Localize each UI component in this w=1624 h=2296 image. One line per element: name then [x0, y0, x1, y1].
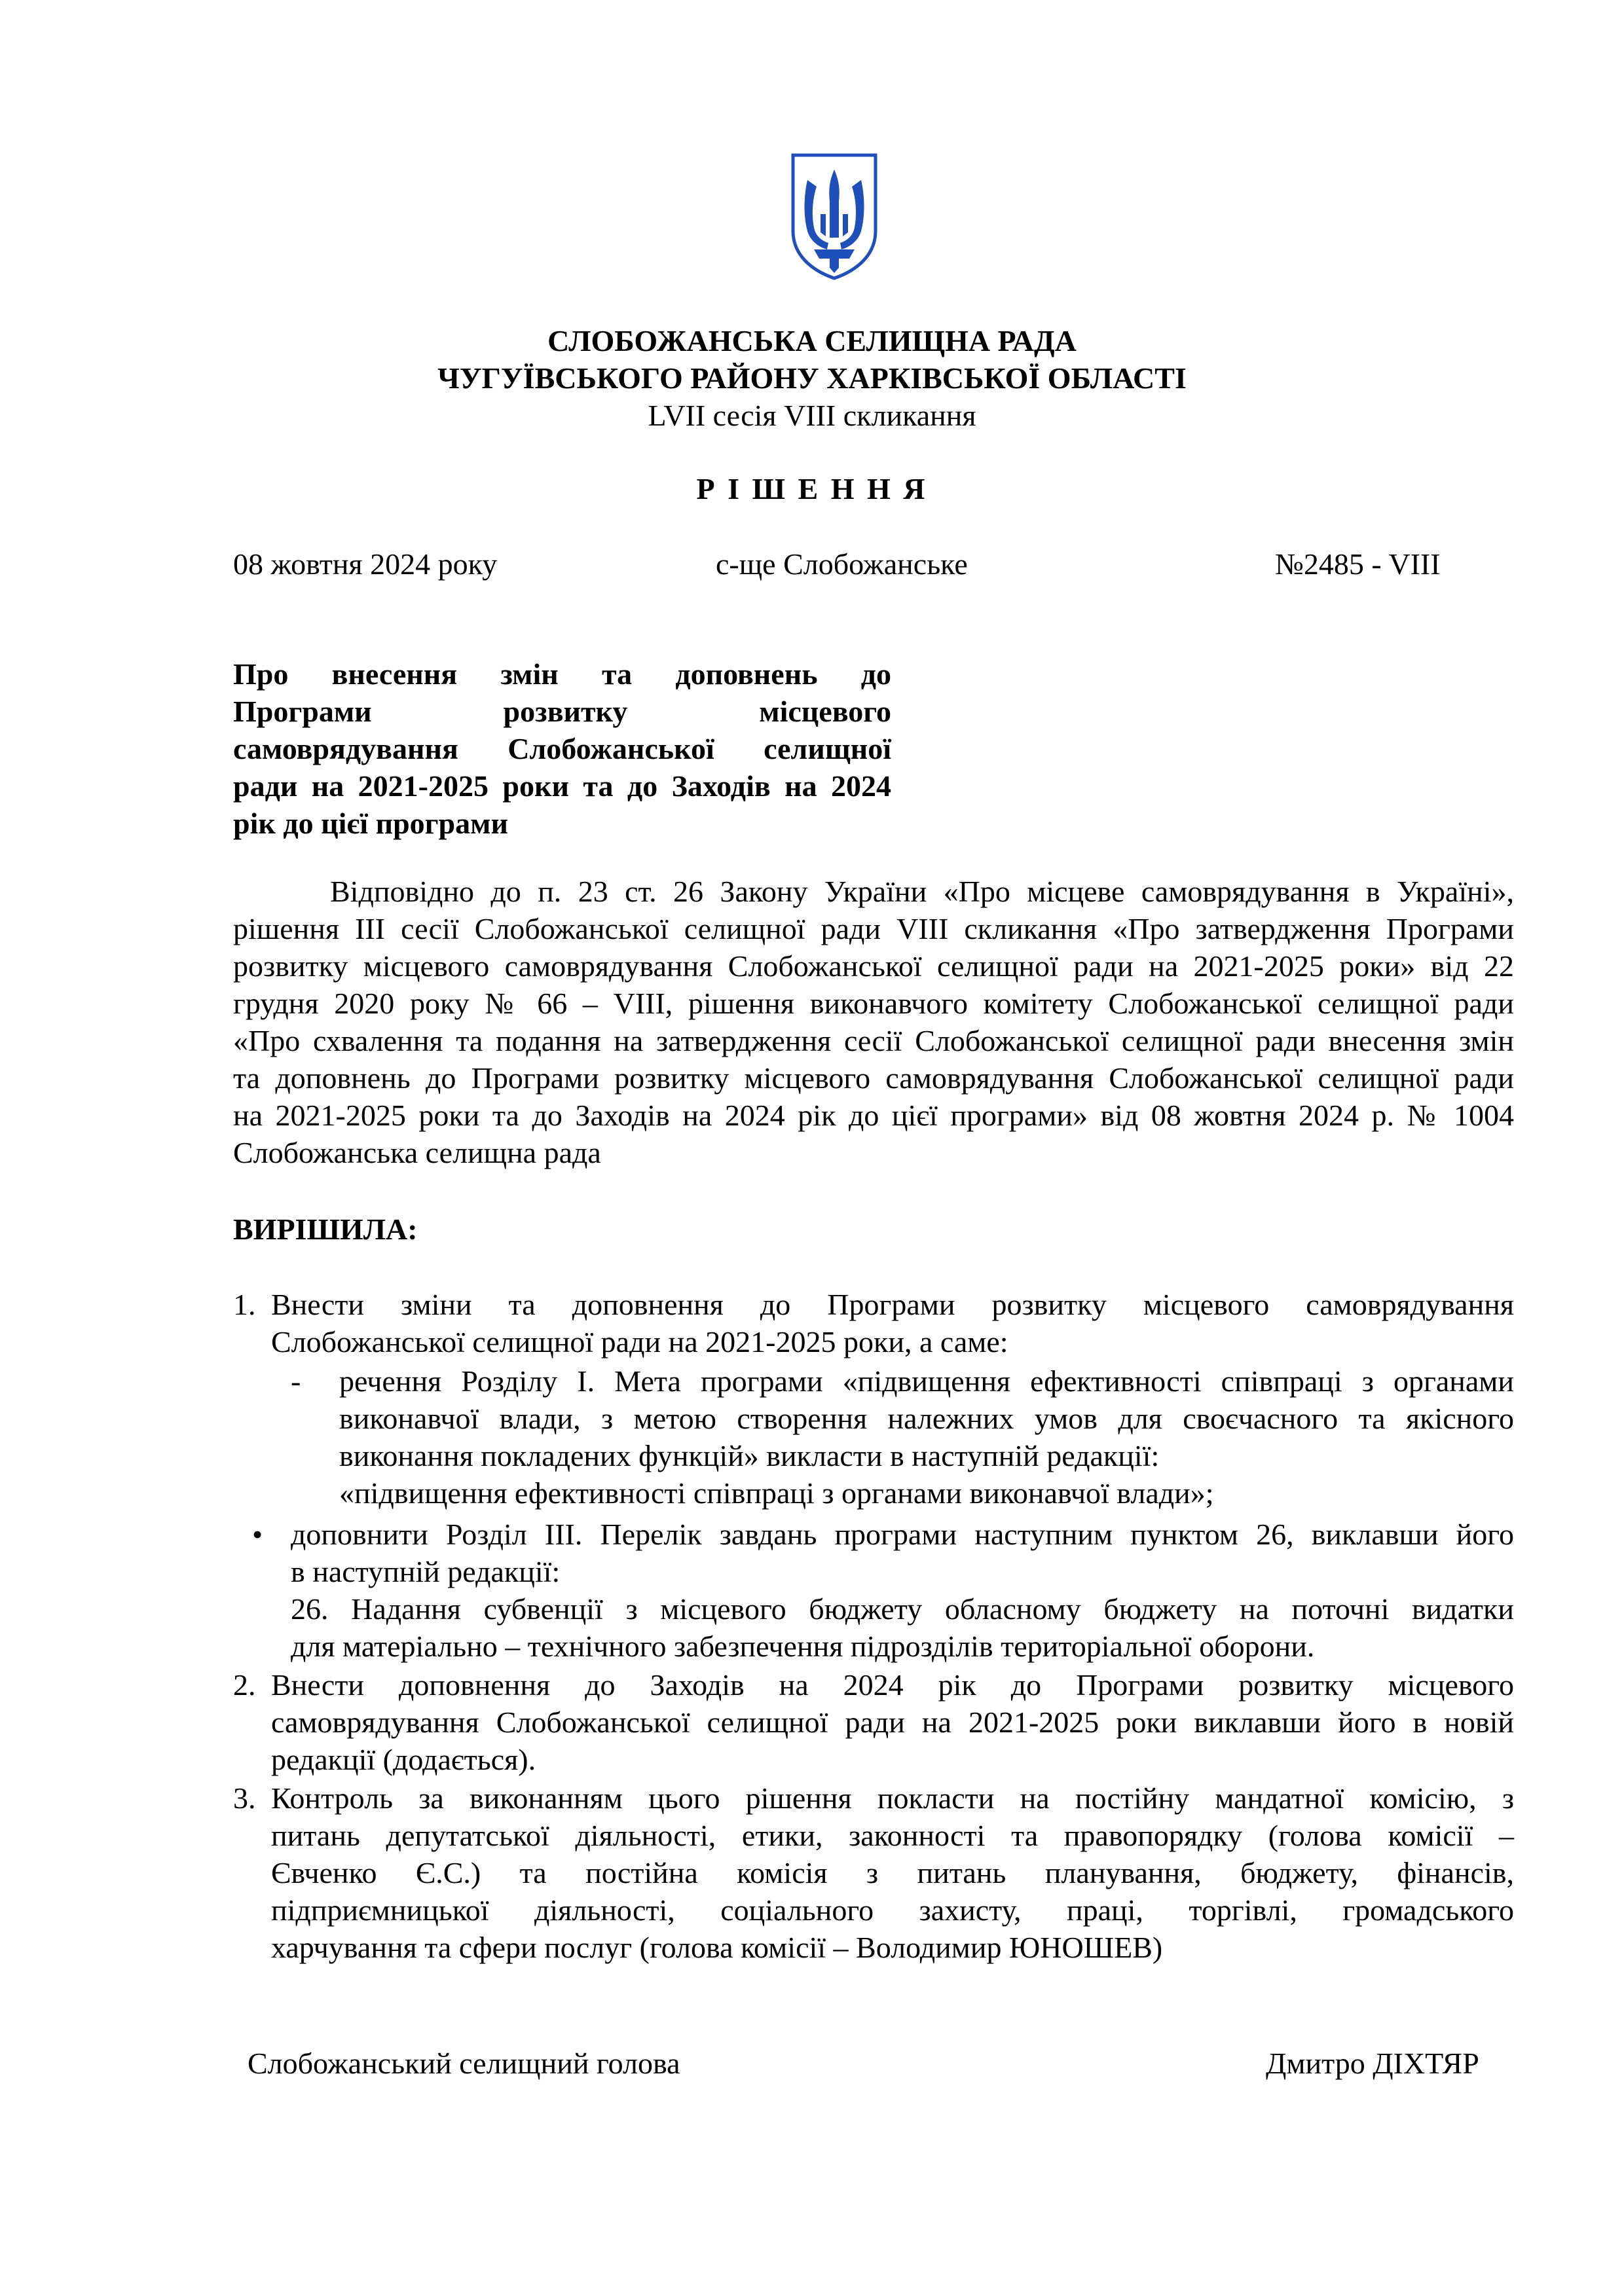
subject-line: Про внесення змін та доповнень до — [233, 657, 891, 691]
item-line: 26. Надання субвенції з місцевого бюджету обласному бюджету на поточні видатки — [291, 1592, 1514, 1626]
session-info: LVII сесія VIII скликання — [648, 399, 976, 432]
item-line: «підвищення ефективності співпраці з органами виконавчої влади»; — [339, 1476, 1214, 1510]
item-3-number: 3. — [233, 1781, 256, 1815]
decision-place: с-ще Слобожанське — [716, 547, 968, 581]
item-line: Внести доповнення до Заходів на 2024 рік до Програми розвитку місцевого — [271, 1668, 1514, 1702]
subject-line: Програми розвитку місцевого — [233, 695, 891, 728]
dash-marker: - — [291, 1364, 301, 1398]
preamble-line: Відповідно до п. 23 ст. 26 Закону України «Про місцеве самоврядування в Україні», — [330, 875, 1514, 908]
preamble-line: на 2021-2025 роки та до Заходів на 2024 рік до цієї програми» від 08 жовтня 2024 р. № 1004 — [233, 1099, 1514, 1132]
item-line: виконання покладених функцій» викласти в наступній редакції: — [339, 1439, 1160, 1472]
signatory-position: Слобожанський селищний голова — [248, 2047, 680, 2080]
preamble-line: «Про схвалення та подання на затвердження сесії Слобожанської селищної ради внесення змін — [233, 1024, 1514, 1057]
item-line: в наступній редакції: — [291, 1555, 561, 1588]
item-line: Контроль за виконанням цього рішення покласти на постійну мандатної комісію, з — [271, 1781, 1514, 1815]
signatory-name: Дмитро ДІХТЯР — [1266, 2047, 1479, 2080]
item-line: виконавчої влади, з метою створення належних умов для своєчасного та якісного — [339, 1402, 1514, 1435]
council-district: ЧУГУЇВСЬКОГО РАЙОНУ ХАРКІВСЬКОЇ ОБЛАСТІ — [437, 361, 1187, 395]
preamble-line: Слобожанська селищна рада — [233, 1136, 601, 1169]
decision-subject — [233, 655, 891, 842]
subject-line: рік до цієї програми — [233, 807, 508, 840]
preamble — [233, 873, 1514, 1171]
item-line: доповнити Розділ ІІІ. Перелік завдань програми наступним пунктом 26, виклавши його — [291, 1518, 1514, 1551]
item-1-section-addition — [291, 1516, 1514, 1665]
bullet-marker: • — [252, 1518, 263, 1551]
item-line: Євченко Є.С.) та постійна комісія з питань планування, бюджету, фінансів, — [271, 1856, 1514, 1889]
item-line: підприємницької діяльності, соціального захисту, праці, торгівлі, громадського — [271, 1893, 1514, 1927]
item-1 — [271, 1286, 1514, 1360]
item-line: питань депутатської діяльності, етики, законності та правопорядку (голова комісії – — [271, 1819, 1514, 1852]
preamble-line: та доповнень до Програми розвитку місцевого самоврядування Слобожанської селищної ради — [233, 1061, 1514, 1095]
item-line: редакції (додається). — [271, 1743, 536, 1776]
preamble-line: грудня 2020 року № 66 – VIII, рішення виконавчого комітету Слобожанської селищної ради — [233, 987, 1514, 1020]
item-3 — [271, 1779, 1514, 1966]
subject-line: ради на 2021-2025 роки та до Заходів на 2024 — [233, 769, 891, 803]
resolved-label: ВИРІШИЛА: — [233, 1212, 418, 1246]
item-line: речення Розділу І. Мета програми «підвищення ефективності співпраці з органами — [339, 1364, 1514, 1398]
item-line: Слобожанської селищної ради на 2021-2025 роки, а саме: — [271, 1325, 1008, 1358]
item-line: харчування та сфери послуг (голова комісії – Володимир ЮНОШЕВ) — [271, 1931, 1163, 1964]
preamble-line: рішення ІІІ сесії Слобожанської селищної ради VIII скликання «Про затвердження Програми — [233, 912, 1514, 945]
item-1-number: 1. — [233, 1288, 256, 1321]
item-line: Внести зміни та доповнення до Програми розвитку місцевого самоврядування — [271, 1288, 1514, 1321]
council-name: СЛОБОЖАНСЬКА СЕЛИЩНА РАДА — [547, 324, 1077, 357]
item-1-sentence-change — [339, 1362, 1514, 1512]
item-line: самоврядування Слобожанської селищної ради на 2021-2025 роки виклавши його в новій — [271, 1705, 1514, 1739]
decision-date: 08 жовтня 2024 року — [233, 547, 498, 581]
preamble-line: розвитку місцевого самоврядування Слобожанської селищної ради на 2021-2025 роки» від 22 — [233, 949, 1514, 983]
decision-number: №2485 - VIII — [1275, 547, 1441, 581]
coat-of-arms-icon — [788, 151, 881, 282]
document-type: Р І Ш Е Н Н Я — [696, 472, 928, 505]
item-line: для матеріально – технічного забезпечення підрозділів територіальної оборони. — [291, 1630, 1315, 1663]
subject-line: самоврядування Слобожанської селищної — [233, 732, 891, 765]
item-2-number: 2. — [233, 1668, 256, 1702]
item-2 — [271, 1666, 1514, 1778]
